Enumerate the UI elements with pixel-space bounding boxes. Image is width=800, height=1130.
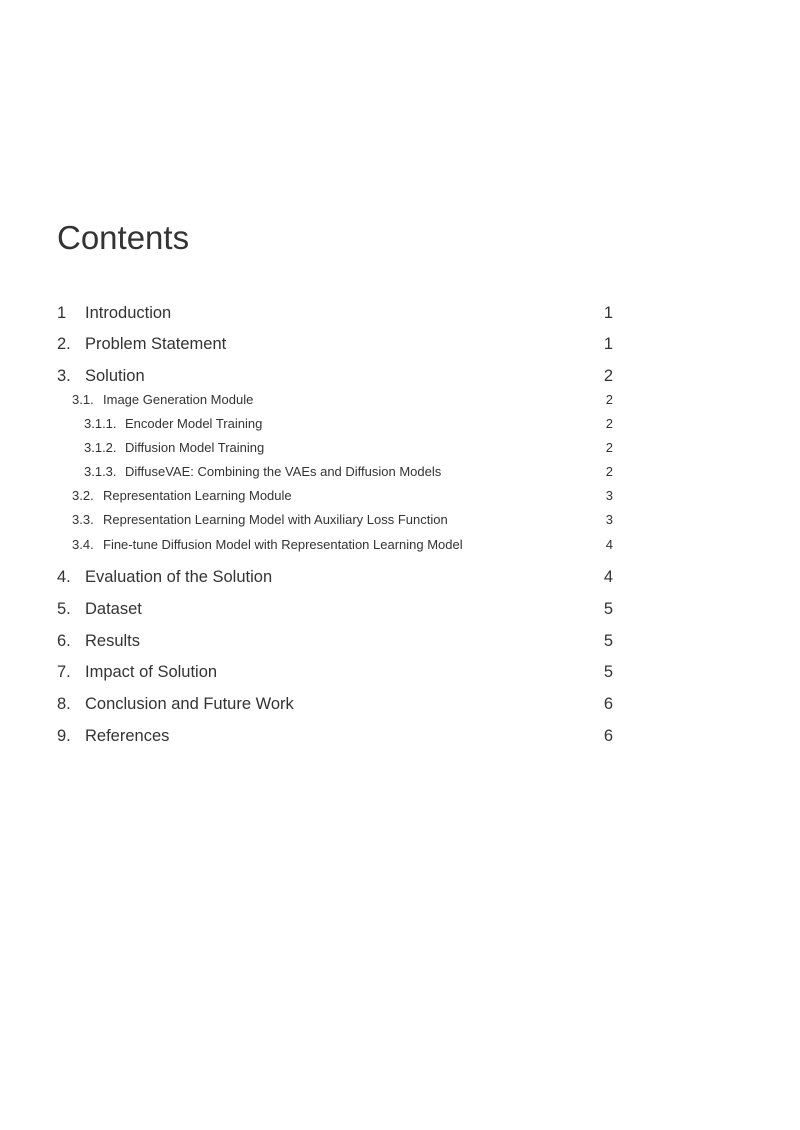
toc-entry-solution[interactable] <box>0 364 800 388</box>
toc-entry-diffusevae[interactable] <box>0 462 800 482</box>
toc-entry-conclusion-and-future-work[interactable] <box>0 692 800 716</box>
toc-entry-image-generation-module[interactable] <box>0 390 800 410</box>
page-title: Contents <box>57 219 190 256</box>
toc-entry-number: 6. <box>57 632 71 650</box>
toc-entry-introduction[interactable] <box>0 301 800 325</box>
toc-entry-diffusion-model-training[interactable] <box>0 438 800 458</box>
toc-entry-page: 6 <box>603 727 613 745</box>
toc-entry-label: Fine-tune Diffusion Model with Representation Learning Model <box>103 537 463 552</box>
toc-entry-label: Evaluation of the Solution <box>85 568 273 586</box>
toc-entry-page: 2 <box>605 464 613 479</box>
toc-entry-fine-tune-diffusion-model[interactable] <box>0 535 800 555</box>
toc-entry-number: 3.1.3. <box>84 464 117 479</box>
toc-entry-number: 3.1.1. <box>84 416 117 431</box>
toc-entry-number: 4. <box>57 568 71 586</box>
toc-entry-number: 8. <box>57 695 71 713</box>
toc-entry-page: 2 <box>605 440 613 455</box>
toc-entry-label: Diffusion Model Training <box>125 440 265 455</box>
toc-entry-page: 5 <box>603 600 613 618</box>
toc-entry-page: 1 <box>603 304 613 322</box>
toc-entry-page: 3 <box>605 488 613 503</box>
toc-entry-number: 5. <box>57 600 71 618</box>
toc-entry-number: 1 <box>57 304 67 322</box>
toc-entry-references[interactable] <box>0 724 800 748</box>
toc-entry-evaluation-of-the-solution[interactable] <box>0 565 800 589</box>
toc-entry-page: 4 <box>603 568 613 586</box>
toc-entry-page: 6 <box>603 695 613 713</box>
toc-entry-label: Conclusion and Future Work <box>85 695 294 713</box>
toc-entry-problem-statement[interactable] <box>0 332 800 356</box>
toc-entry-impact-of-solution[interactable] <box>0 660 800 684</box>
toc-entry-label: References <box>85 727 170 745</box>
toc-entry-label: Problem Statement <box>85 335 227 353</box>
toc-entry-label: Encoder Model Training <box>125 416 263 431</box>
toc-entry-label: Representation Learning Module <box>103 488 292 503</box>
toc-entry-label: Representation Learning Model with Auxiliary Loss Function <box>103 512 448 527</box>
toc-entry-dataset[interactable] <box>0 597 800 621</box>
toc-entry-encoder-model-training[interactable] <box>0 414 800 434</box>
toc-entry-page: 5 <box>603 663 613 681</box>
toc-entry-representation-learning-module[interactable] <box>0 486 800 506</box>
toc-entry-page: 1 <box>603 335 613 353</box>
toc-entry-label: Impact of Solution <box>85 663 218 681</box>
toc-entry-number: 3.1.2. <box>84 440 117 455</box>
toc-entry-number: 3. <box>57 367 71 385</box>
toc-entry-number: 2. <box>57 335 71 353</box>
toc-entry-results[interactable] <box>0 629 800 653</box>
toc-entry-page: 2 <box>605 392 613 407</box>
toc-entry-label: Dataset <box>85 600 142 618</box>
toc-entry-page: 5 <box>603 632 613 650</box>
toc-entry-page: 4 <box>605 537 613 552</box>
toc-entry-label: DiffuseVAE: Combining the VAEs and Diffusion Models <box>125 464 442 479</box>
toc-entry-number: 3.1. <box>72 392 94 407</box>
toc-entry-page: 2 <box>605 416 613 431</box>
toc-entry-page: 2 <box>603 367 613 385</box>
toc-entry-page: 3 <box>605 512 613 527</box>
toc-entry-representation-learning-auxiliary-loss[interactable] <box>0 510 800 530</box>
toc-entry-label: Results <box>85 632 141 650</box>
toc-entry-number: 3.4. <box>72 537 94 552</box>
toc-entry-number: 7. <box>57 663 71 681</box>
toc-entry-label: Image Generation Module <box>103 392 254 407</box>
toc-entry-label: Solution <box>85 367 145 385</box>
toc-entry-number: 3.3. <box>72 512 94 527</box>
toc-entry-number: 3.2. <box>72 488 94 503</box>
toc-entry-label: Introduction <box>85 304 172 322</box>
toc-entry-number: 9. <box>57 727 71 745</box>
